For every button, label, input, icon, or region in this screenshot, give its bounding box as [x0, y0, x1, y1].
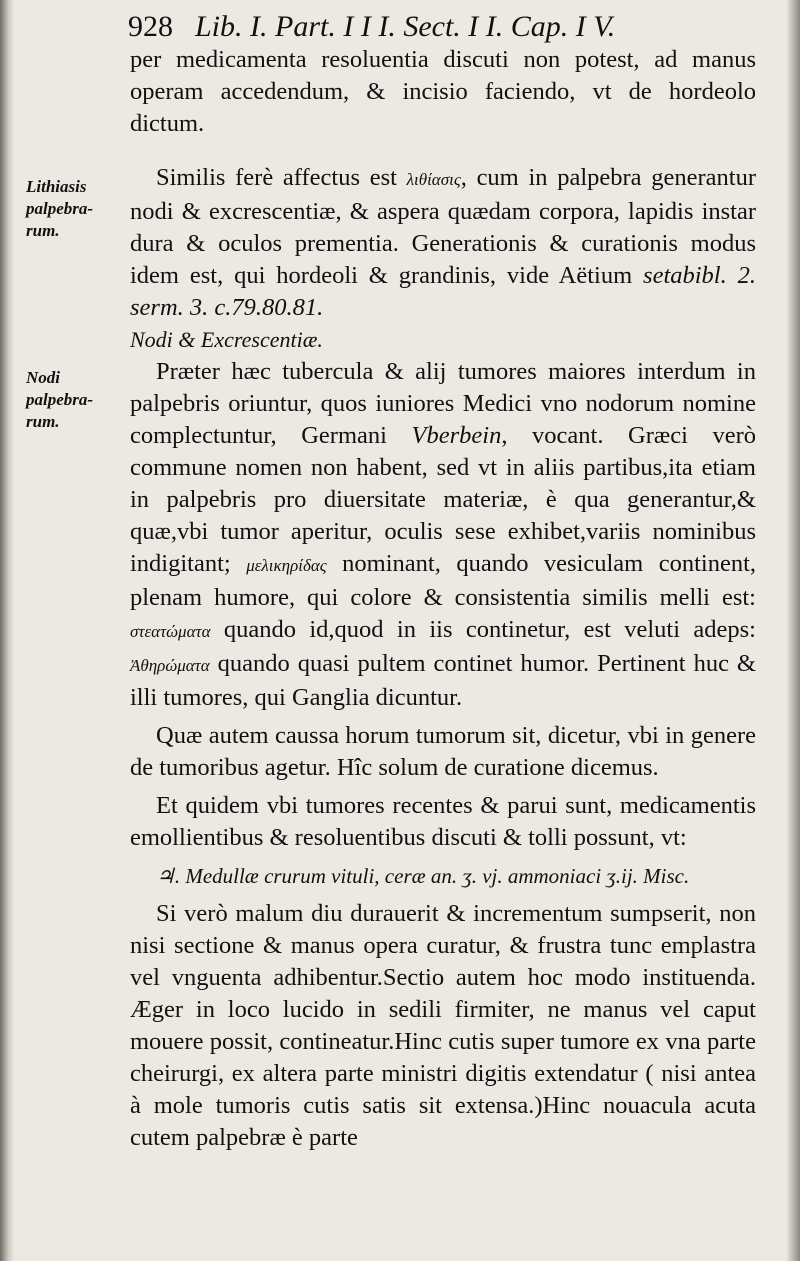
paragraph-caussa: Quæ autem caussa horum tumorum sit, dicetur, vbi in genere de tumoribus agetur. Hîc solum de curatione dicemus. [130, 722, 756, 781]
running-header [128, 10, 768, 46]
greek-word: μελικηρίδας [246, 556, 327, 575]
paragraph-sectio: Si verò malum diu durauerit & incrementum sumpserit, non nisi sectione & manus opera curatur, & frustra tunc emplastra vel vnguenta adhibentur.Sectio autem hoc modo instituenda. Æger in loco lucido in sedili firmiter, ne manus vel caput mouere possit, contineatur.Hinc cutis super tumore ex vna parte cheirurgi, ex altera parte ministri digitis extendatur ( nisi antea à mole tumoris cutis satis sit extensa.)Hinc nouacula acuta cutem palpebræ è parte [130, 900, 756, 1151]
margin-note-lithiasis [26, 176, 126, 242]
margin-note-line: palpebra- [26, 199, 94, 218]
text-run: quando quasi pultem continet humor. Pertinent huc & illi tumores, qui Ganglia dicuntur. [130, 650, 756, 711]
body-text [130, 44, 756, 1154]
page-edge-shadow [786, 0, 800, 1261]
margin-note-line: rum. [26, 221, 60, 240]
greek-word: λιθίασις [406, 170, 461, 189]
text-run: , cum in palpebra generantur nodi & excrescentiæ, & aspera quædam corpora, lapidis instar dura & oculos prementia. Generationis & curationis modus idem est, qui hordeoli & grandinis, vide Aëtium [130, 164, 756, 289]
margin-note-line: Lithiasis [26, 177, 87, 196]
text-run: quando id,quod in iis continetur, est veluti adeps: [210, 616, 756, 643]
running-title: Lib. I. Part. I I I. Sect. I I. Cap. I V. [195, 10, 616, 43]
text-run: nominant, quando vesiculam continent, plenam humore, qui colore & consistentia similis melli est: [130, 550, 756, 611]
paragraph-curatio: Et quidem vbi tumores recentes & parui sunt, medicamentis emollientibus & resoluentibus discuti & tolli possunt, vt: [130, 792, 756, 851]
margin-note-line: Nodi [26, 368, 60, 387]
recipe: ♃. Medullæ crurum vituli, ceræ an. ʒ. vj. ammoniaci ʒ.ij. Misc. [156, 864, 690, 888]
greek-word: Ἀθηρώματα [130, 656, 210, 675]
margin-note-nodi [26, 367, 126, 433]
text-run: , vocant. Græci verò commune nomen non habent, sed vt in aliis partibus,ita etiam in palpebris pro diuersitate materiæ, è qua generantur,& quæ,vbi tumor aperitur, oculis sese exhibet,variis nominibus indigitant; [130, 422, 756, 577]
page-number: 928 [128, 10, 173, 43]
citation: setabibl. 2. serm. 3. c.79.80.81. [130, 262, 756, 321]
margin-note-line: palpebra- [26, 390, 94, 409]
gutter-shadow [0, 0, 14, 1261]
text-run: Similis ferè affectus est [156, 164, 407, 191]
paragraph-nodi [130, 356, 756, 714]
paragraph-continuation: per medicamenta resoluentia discuti non potest, ad manus operam accedendum, & incisio faciendo, vt de hordeolo dictum. [130, 46, 756, 137]
german-word: Vberbein [411, 422, 502, 449]
section-heading: Nodi & Excrescentiæ. [130, 327, 323, 352]
greek-word: στεατώματα [130, 622, 211, 641]
text-run: Præter hæc tubercula & alij tumores maiores interdum in palpebris oriuntur, quos iuniores Medici vno nodorum nomine complectuntur, Germani [130, 358, 756, 449]
paragraph-lithiasis [130, 162, 756, 324]
margin-note-line: rum. [26, 412, 60, 431]
